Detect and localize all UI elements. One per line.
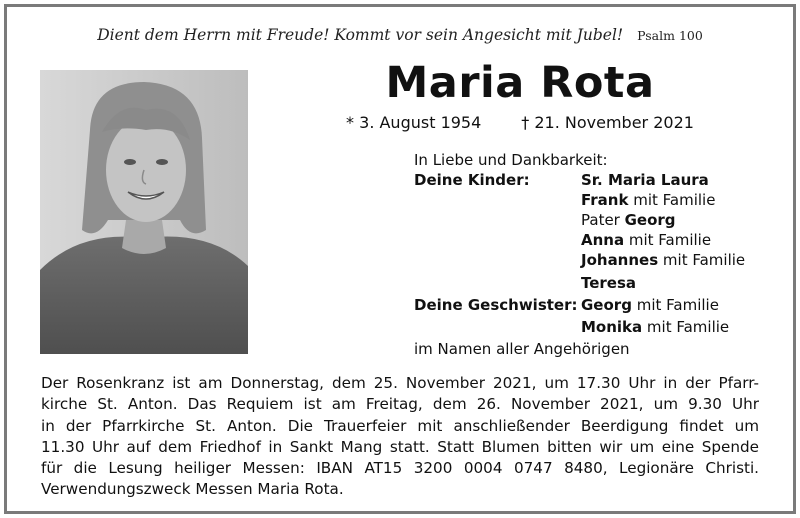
child-entry: Teresa — [581, 274, 637, 292]
child-entry: Pater Georg — [581, 211, 676, 229]
quote-text: Dient dem Herrn mit Freude! Kommt vor sein Angesicht mit Jubel! — [97, 26, 624, 44]
announcement-line: Der Rosenkranz ist am Donnerstag, dem 25. November 2021, um 17.30 Uhr in der Pfarr- — [41, 374, 759, 392]
psalm-quote — [0, 26, 800, 44]
birth-date: * 3. August 1954 — [346, 113, 482, 132]
child-entry: Frank mit Familie — [581, 191, 716, 209]
announcement-line: 11.30 Uhr auf dem Friedhof in Sankt Mang statt. Statt Blumen bitten wir um eine Spende — [41, 437, 759, 456]
announcement-line: kirche St. Anton. Das Requiem ist am Freitag, dem 26. November 2021, um 9.30 Uhr — [41, 395, 759, 414]
child-entry: Johannes mit Familie — [581, 251, 746, 269]
announcement-line: für die Lesung heiliger Messen: IBAN AT15 3200 0004 0747 8480, Legionäre Christi. — [41, 459, 759, 478]
portrait-image — [40, 70, 248, 354]
child-row — [414, 250, 745, 270]
children-label: Deine Kinder: — [414, 171, 530, 189]
mourners-intro-row — [414, 150, 745, 170]
mourners-list — [414, 150, 745, 358]
sibling-entry: Monika mit Familie — [581, 318, 730, 336]
life-dates — [320, 113, 720, 132]
sibling-row — [414, 314, 745, 336]
child-row — [414, 190, 745, 210]
mourners-intro: In Liebe und Dankbarkeit: — [414, 151, 608, 169]
announcement-line: in der Pfarrkirche St. Anton. Die Trauerfeier mit anschließender Beerdigung findet um — [41, 416, 759, 435]
portrait-photo — [40, 70, 248, 354]
mourners-closing-row — [414, 336, 745, 358]
deceased-name: Maria Rota — [385, 58, 655, 108]
quote-reference: Psalm 100 — [637, 28, 703, 43]
child-entry: Sr. Maria Laura — [581, 171, 709, 189]
announcement-text — [41, 373, 759, 501]
sibling-entry: Georg mit Familie — [581, 296, 719, 314]
child-row — [414, 230, 745, 250]
death-date: † 21. November 2021 — [521, 113, 694, 132]
announcement-line: Verwendungszweck Messen Maria Rota. — [41, 480, 344, 499]
child-row — [414, 210, 745, 230]
child-entry: Anna mit Familie — [581, 231, 712, 249]
mourners-closing: im Namen aller Angehörigen — [414, 340, 630, 358]
children-row — [414, 170, 745, 190]
child-row — [414, 270, 745, 292]
siblings-row — [414, 292, 745, 314]
siblings-label: Deine Geschwister: — [414, 296, 578, 314]
